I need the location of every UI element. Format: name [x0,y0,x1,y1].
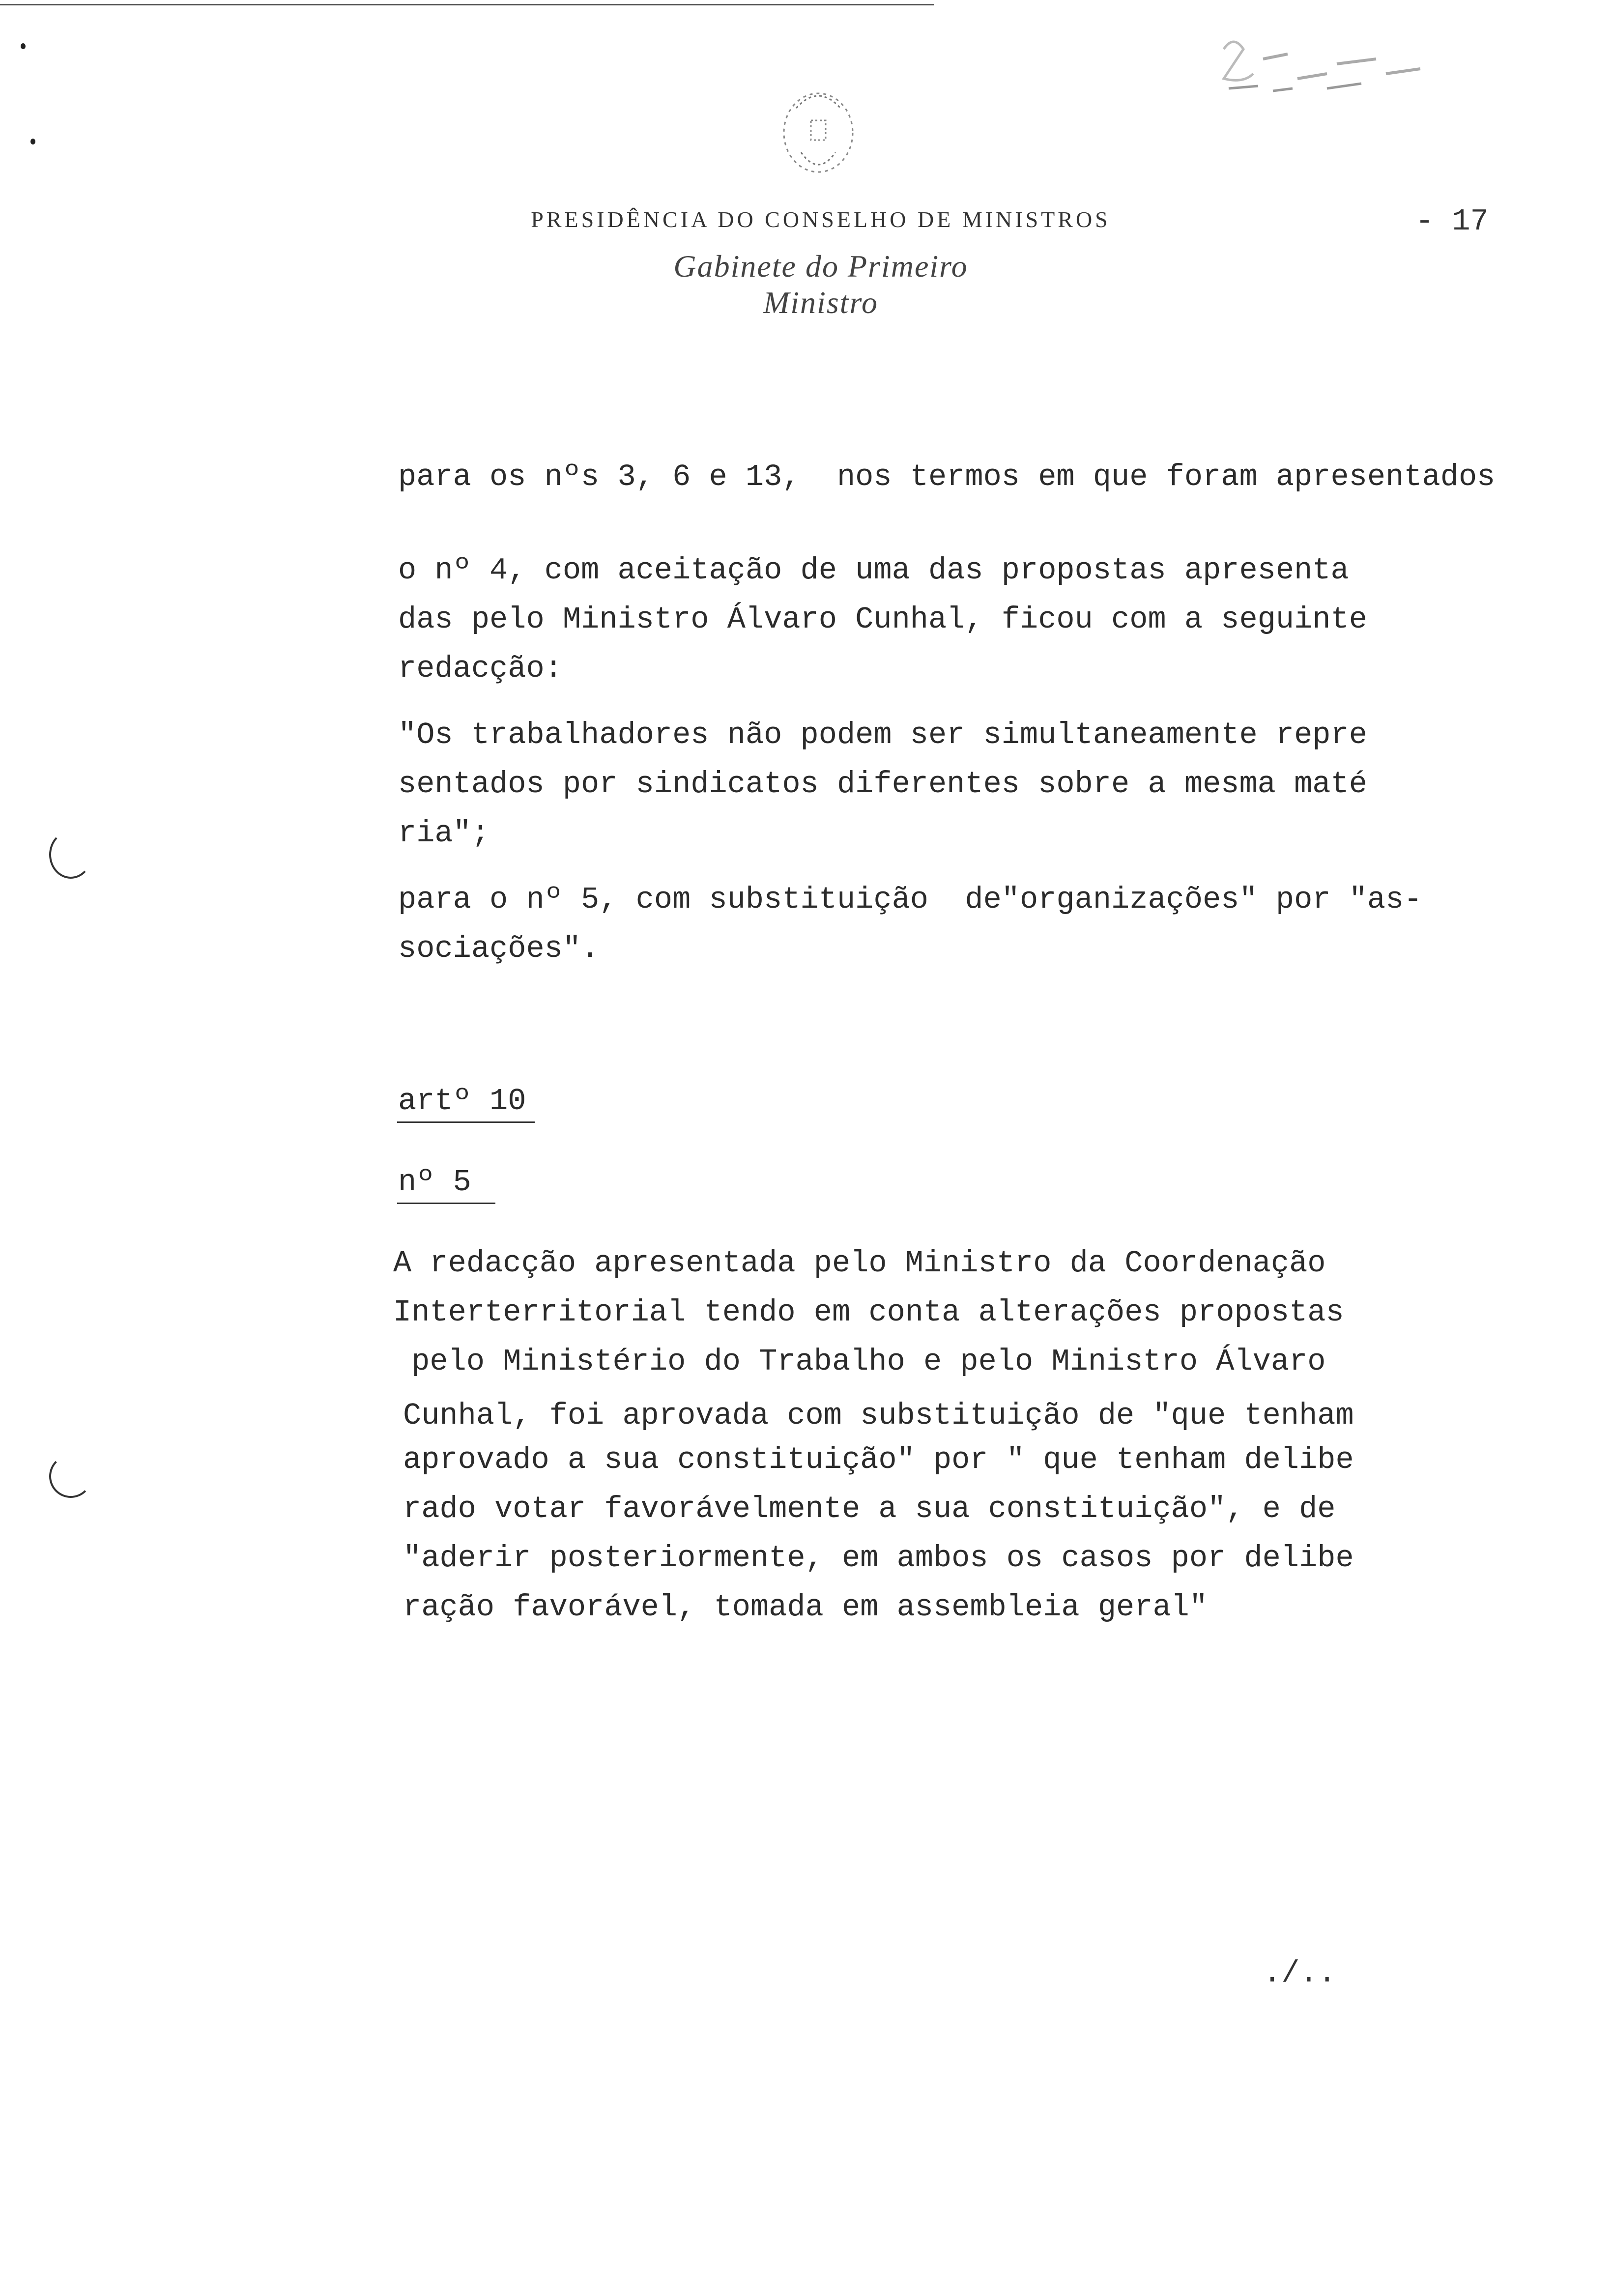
paragraph-line: o nº 4, com aceitação de uma das propostas apresenta [398,553,1349,588]
punch-hole-mark [49,831,92,879]
continuation-mark: ./.. [1263,1956,1336,1991]
paragraph-line: das pelo Ministro Álvaro Cunhal, ficou com a seguinte [398,602,1367,637]
institution-letterhead: PRESIDÊNCIA DO CONSELHO DE MINISTROS [531,207,1111,232]
department-subheading: Gabinete do Primeiro Ministro [673,249,968,320]
body-line: pelo Ministério do Trabalho e pelo Ministro Álvaro [393,1344,1326,1379]
paragraph-line: redacção: [398,651,563,686]
body-line: Interterritorial tendo em conta alterações propostas [393,1295,1344,1330]
quote-line: sentados por sindicatos diferentes sobre a mesma maté [398,767,1367,802]
article-heading: artº 10 [398,1084,526,1119]
archive-stamp-icon [1214,29,1450,103]
article-underline [397,1121,535,1123]
paragraph-line: sociações". [398,931,600,966]
national-crest-icon [767,74,870,192]
quote-line: "Os trabalhadores não podem ser simultaneamente repre [398,718,1367,752]
body-line: A redacção apresentada pelo Ministro da Coordenação [393,1246,1326,1281]
page-number: - 17 [1415,204,1489,239]
body-line: ração favorável, tomada em assembleia geral" [403,1590,1208,1625]
paragraph-line: para os nºs 3, 6 e 13, nos termos em que foram apresentados [398,459,1496,494]
paragraph-line: para o nº 5, com substituição de"organizações" por "as- [398,882,1422,917]
quote-line: ria"; [398,816,490,851]
scan-speck [21,43,26,49]
punch-hole-mark [49,1455,92,1498]
number-underline [397,1203,495,1204]
scan-speck [30,139,35,144]
body-line: Cunhal, foi aprovada com substituição de "que tenham [403,1398,1354,1433]
number-heading: nº 5 [398,1165,471,1200]
body-line: "aderir posteriormente, em ambos os casos por delibe [403,1541,1354,1576]
body-line: rado votar favorávelmente a sua constituição", e de [403,1492,1336,1526]
top-border-line [0,4,934,5]
body-line: aprovado a sua constituição" por " que tenham delibe [403,1442,1354,1477]
